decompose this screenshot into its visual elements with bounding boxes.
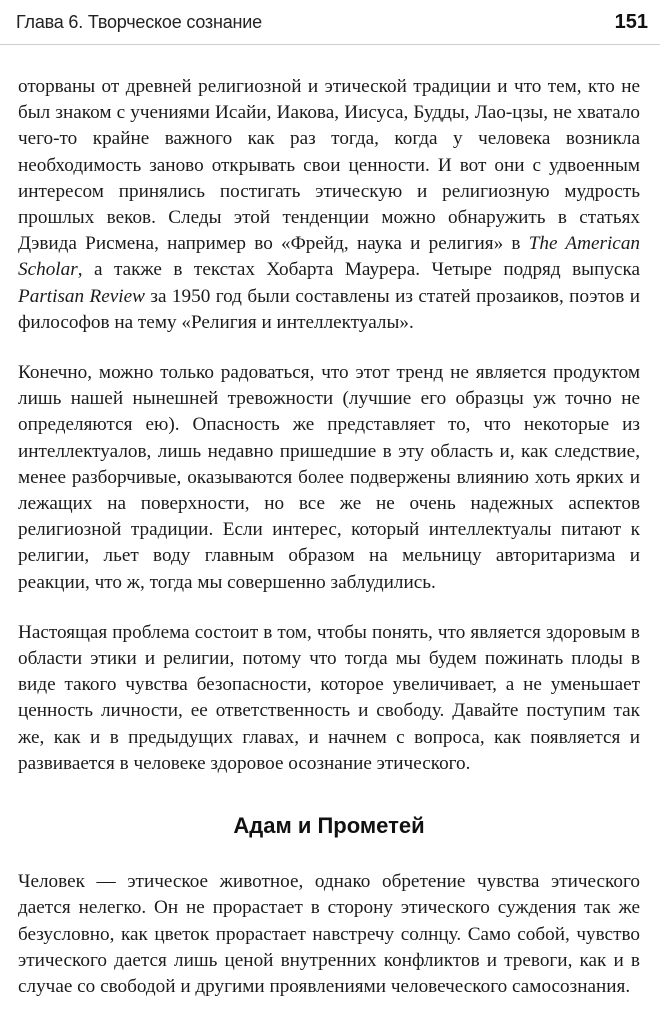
section-heading: Адам и Прометей xyxy=(233,813,425,839)
paragraph-4: Человек — этическое животное, однако обретение чувства этического дается нелегко. Он не прорастает в сторону этического суждения так же безусловно, как цветок прорастает навстречу солнцу. Само собой, чувство этического дается лишь ценой внутренних конфликтов и тревоги, как и в случае со свободой и другими проявлениями человеческого самосознания. xyxy=(18,871,640,998)
paragraph-1 xyxy=(18,74,640,336)
paragraph-1-text-b: , а также в текстах Хобарта Маурера. Четыре подряд выпуска xyxy=(77,259,640,281)
chapter-title: Глава 6. Творческое сознание xyxy=(16,11,262,32)
page-header xyxy=(16,8,648,36)
header-divider xyxy=(0,44,660,45)
paragraph-1-text-a: оторваны от древней религиозной и этической традиции и что тем, кто не был знаком с учениями Исайи, Иакова, Иисуса, Будды, Лао-цзы, не хватало чего-то крайне важного как раз тогда, когда у человека возникла необходимость заново открывать свои ценности. И вот они с удвоенным интересом принялись постигать этическую и религиозную мудрость прошлых веков. Следы этой тенденции можно обнаружить в статьях Дэвида Рисмена, например во «Фрейд, наука и религия» в xyxy=(18,76,640,255)
paragraph-2: Конечно, можно только радоваться, что этот тренд не является продуктом лишь нашей нынешней тревожности (лучшие его образцы уж точно не определяются ею). Опасность же представляет то, что некоторые из интеллектуалов, лишь недавно пришедшие в эту область и, как следствие, менее разборчивые, оказываются более подвержены влиянию хоть ярких и лежащих на поверхности, но все же не очень надежных аспектов религиозной традиции. Если интерес, который интеллектуалы питают к религии, льет воду главным образом на мельницу авторитаризма и реакции, что ж, тогда мы совершенно заблудились. xyxy=(18,362,640,593)
paragraph-1-text-c: за 1950 год были составлены из статей прозаиков, поэтов и философов на тему «Религия и интеллектуалы». xyxy=(18,285,641,333)
paragraph-3: Настоящая проблема состоит в том, чтобы понять, что является здоровым в области этики и религии, потому что тогда мы будем пожинать плоды в виде такого чувства безопасности, которое увеличивает, а не уменьшает ценность личности, ее ответственность и свободу. Давайте поступим так же, как и в предыдущих главах, и начнем с вопроса, как появляется и развивается в человеке здоровое осознание этического. xyxy=(18,621,640,774)
page-number: 151 xyxy=(614,10,648,33)
page-body xyxy=(18,74,640,1000)
journal-title-partisan-review: Partisan Review xyxy=(18,285,145,307)
journal-title-american-scholar: The American Scholar xyxy=(18,233,641,281)
